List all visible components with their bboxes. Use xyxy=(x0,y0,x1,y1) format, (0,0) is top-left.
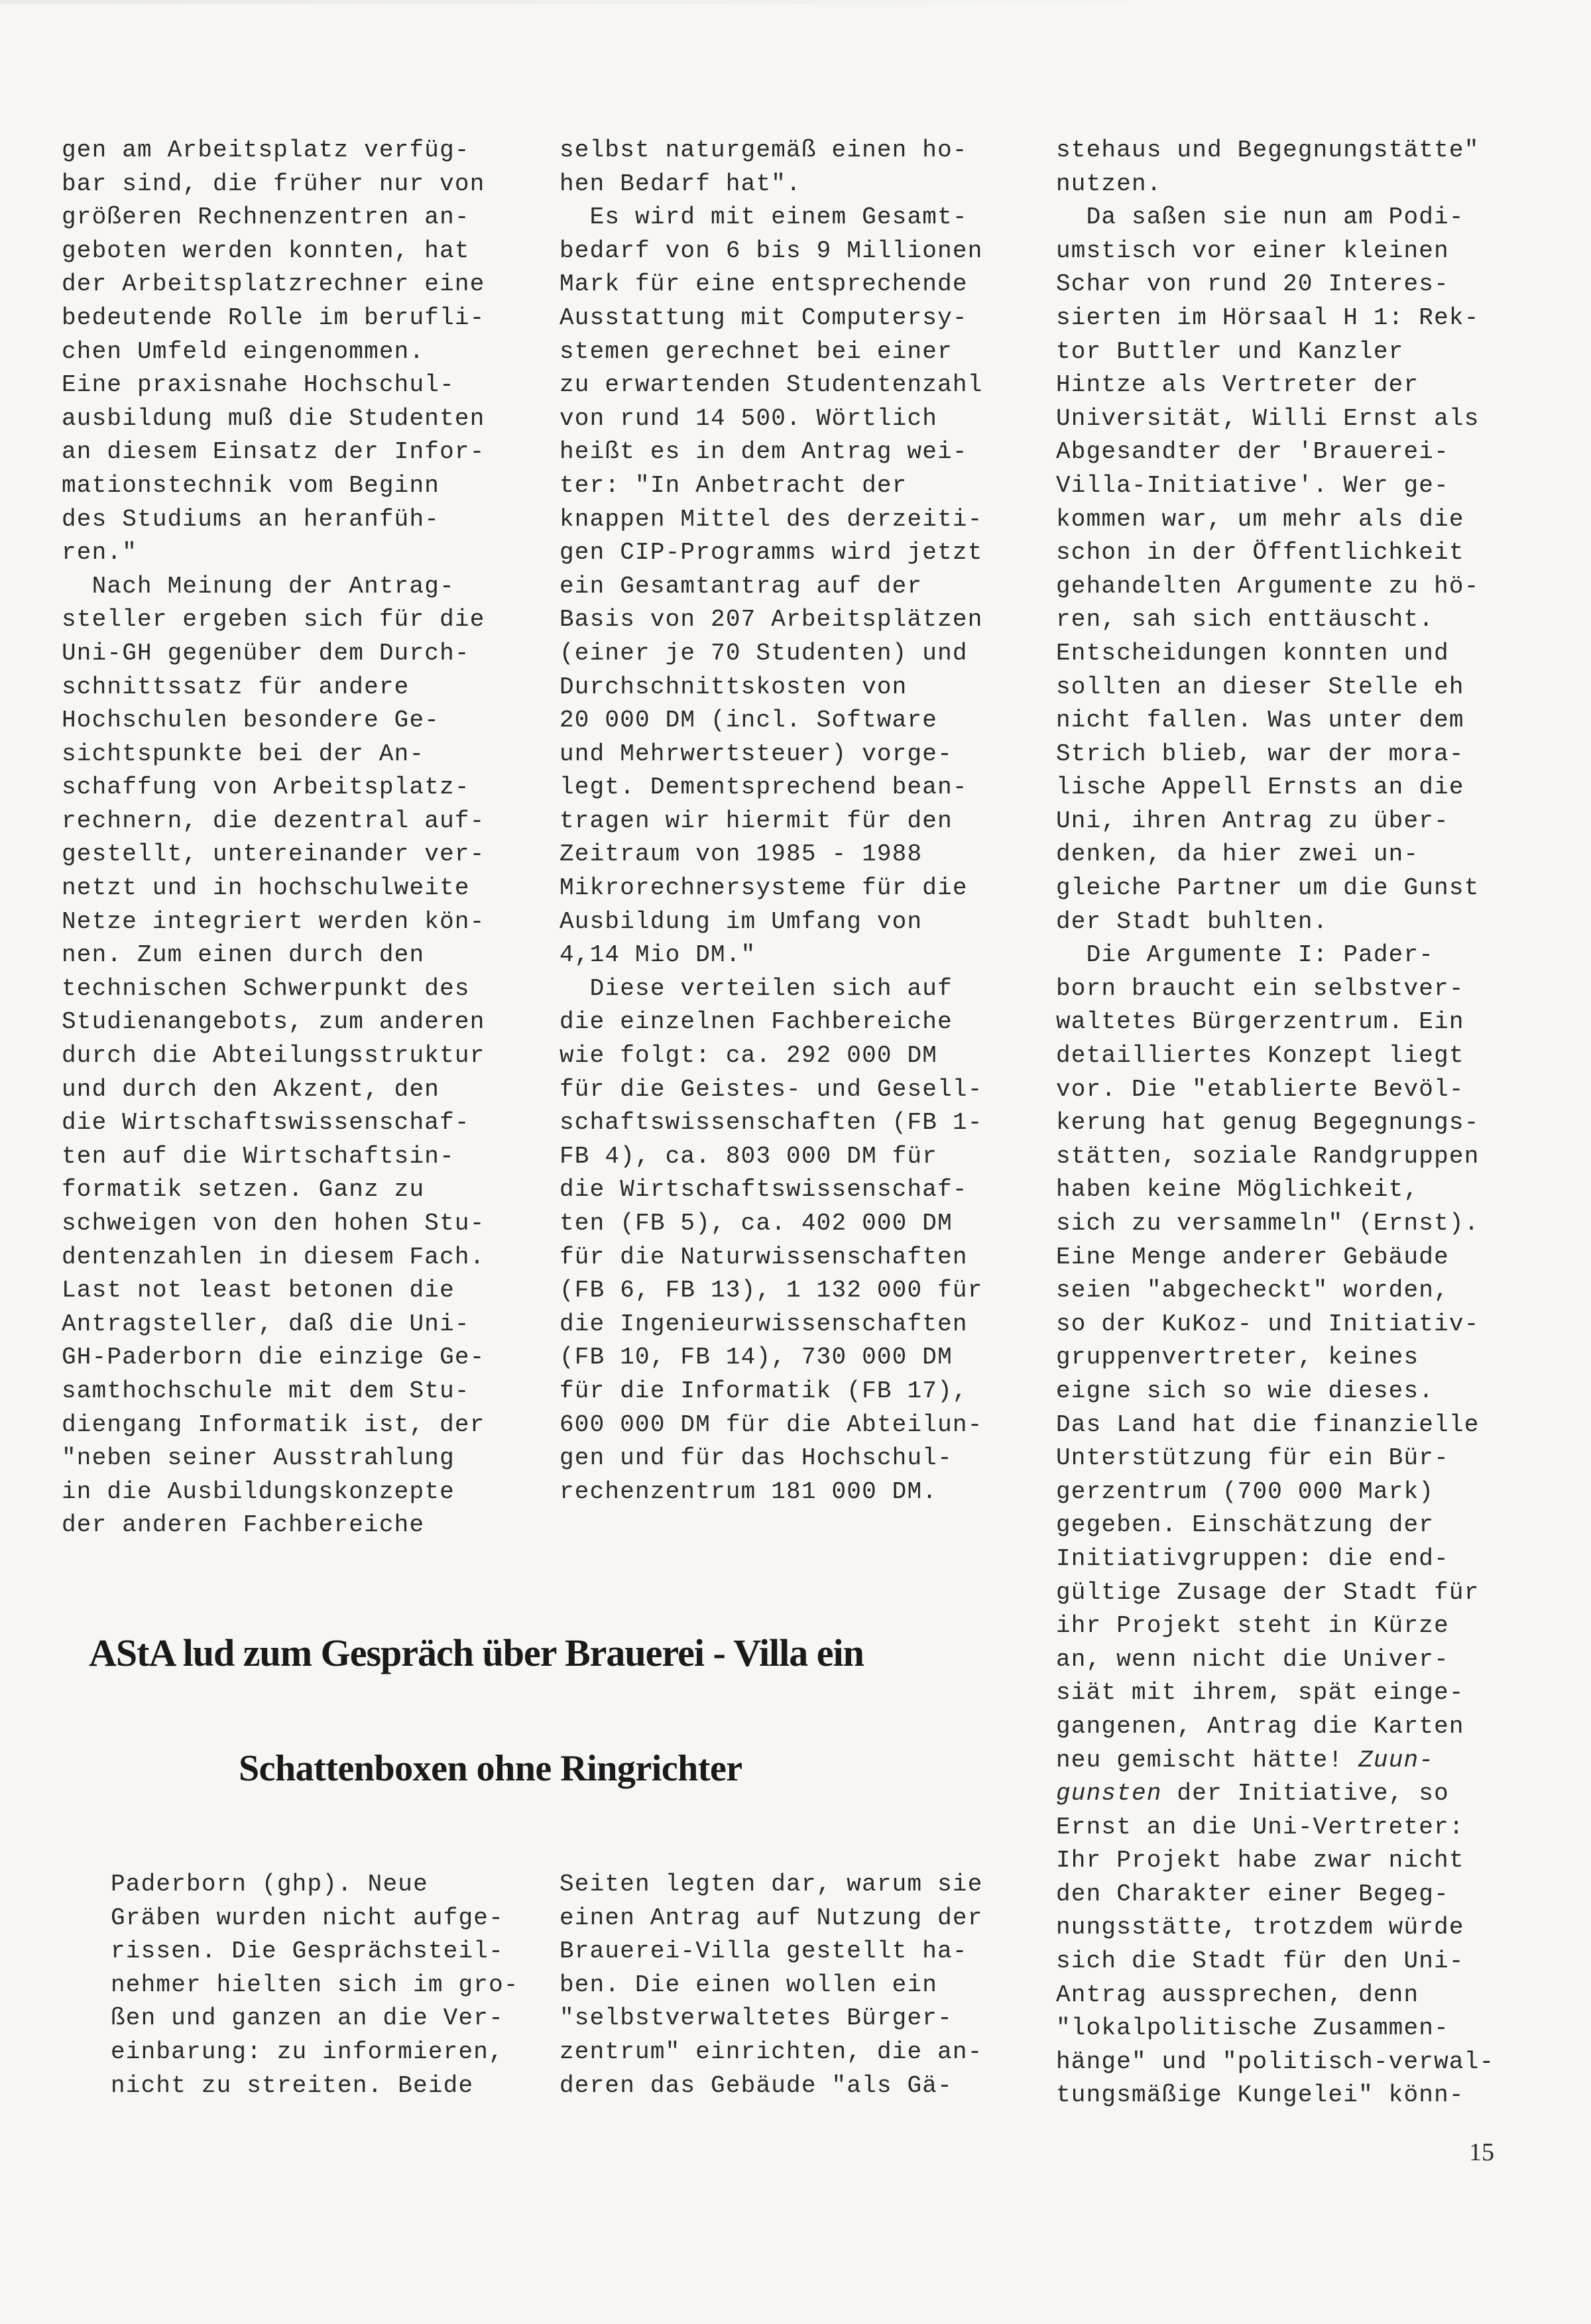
text-line: rechenzentrum 181 000 DM. xyxy=(560,1478,938,1505)
text-line: einen Antrag auf Nutzung der xyxy=(560,1904,983,1932)
text-line: Eine praxisnahe Hochschul- xyxy=(62,371,455,399)
text-line: Abgesandter der 'Brauerei- xyxy=(1056,438,1449,466)
text-line: gleiche Partner um die Gunst xyxy=(1056,874,1480,902)
text-line: Seiten legten dar, warum sie xyxy=(560,1871,983,1898)
text-line: einbarung: zu informieren, xyxy=(111,2038,504,2065)
text-line: Basis von 207 Arbeitsplätzen xyxy=(560,606,983,634)
article1-column-1 xyxy=(62,134,526,1542)
text-line: GH-Paderborn die einzige Ge- xyxy=(62,1344,485,1371)
text-line: gegeben. Einschätzung der xyxy=(1056,1511,1435,1539)
article2-column-1 xyxy=(111,1868,575,2103)
text-line: denken, da hier zwei un- xyxy=(1056,841,1419,868)
text-line: von rund 14 500. Wörtlich xyxy=(560,404,938,432)
text-line: zu erwartenden Studentenzahl xyxy=(560,371,983,399)
text-line: detailliertes Konzept liegt xyxy=(1056,1042,1464,1070)
text-line: sichtspunkte bei der An- xyxy=(62,740,425,768)
text-line: Nach Meinung der Antrag- xyxy=(62,572,455,600)
text-line: geboten werden konnten, hat xyxy=(62,237,470,264)
text-line: Diese verteilen sich auf xyxy=(560,974,953,1002)
text-line: Da saßen sie nun am Podi- xyxy=(1056,203,1464,231)
text-line: rechnern, die dezentral auf- xyxy=(62,807,485,835)
text-line: Antragsteller, daß die Uni- xyxy=(62,1310,470,1338)
text-line: legt. Dementsprechend bean- xyxy=(560,774,968,801)
text-line: ter: "In Anbetracht der xyxy=(560,471,908,499)
text-line: nicht fallen. Was unter dem xyxy=(1056,707,1464,734)
text-line: Ausbildung im Umfang von xyxy=(560,907,923,935)
text-line: (FB 10, FB 14), 730 000 DM xyxy=(560,1344,953,1371)
text-line: knappen Mittel des derzeiti- xyxy=(560,505,983,533)
text-line: kommen war, um mehr als die xyxy=(1056,505,1464,533)
text-line: und durch den Akzent, den xyxy=(62,1075,440,1103)
text-line: die einzelnen Fachbereiche xyxy=(560,1008,953,1036)
article-subheadline: Schattenboxen ohne Ringrichter xyxy=(239,1748,742,1789)
text-line: eigne sich so wie dieses. xyxy=(1056,1377,1435,1405)
text-line: nutzen. xyxy=(1056,170,1162,198)
text-line: gen CIP-Programms wird jetzt xyxy=(560,539,983,567)
text-line: gültige Zusage der Stadt für xyxy=(1056,1578,1480,1606)
text-line: rissen. Die Gesprächsteil- xyxy=(111,1938,504,1965)
text-line: ihr Projekt steht in Kürze xyxy=(1056,1612,1449,1640)
text-line: selbst naturgemäß einen ho- xyxy=(560,137,968,164)
text-line: gen am Arbeitsplatz verfüg- xyxy=(62,137,470,164)
text-line: ßen und ganzen an die Ver- xyxy=(111,2004,504,2032)
text-line: stehaus und Begegnungstätte" xyxy=(1056,137,1480,164)
text-line: die Ingenieurwissenschaften xyxy=(560,1310,968,1338)
text-line: dentenzahlen in diesem Fach. xyxy=(62,1243,485,1271)
text-line: Last not least betonen die xyxy=(62,1277,455,1305)
text-line: Das Land hat die finanzielle xyxy=(1056,1411,1480,1438)
text-line: in die Ausbildungskonzepte xyxy=(62,1478,455,1505)
text-line: Hintze als Vertreter der xyxy=(1056,371,1419,399)
text-line: diengang Informatik ist, der xyxy=(62,1411,485,1438)
text-line: Es wird mit einem Gesamt- xyxy=(560,203,968,231)
text-line: siät mit ihrem, spät einge- xyxy=(1056,1679,1464,1707)
text-line: ren." xyxy=(62,539,138,567)
text-line: Brauerei-Villa gestellt ha- xyxy=(560,1938,968,1965)
text-line: Mikrorechnersysteme für die xyxy=(560,874,968,902)
text-line: kerung hat genug Begegnungs- xyxy=(1056,1109,1480,1137)
text-line: Universität, Willi Ernst als xyxy=(1056,404,1480,432)
text-line: Hochschulen besondere Ge- xyxy=(62,707,440,734)
text-line: für die Informatik (FB 17), xyxy=(560,1377,968,1405)
text-line: der anderen Fachbereiche xyxy=(62,1511,425,1539)
text-line: seien "abgecheckt" worden, xyxy=(1056,1277,1449,1305)
text-line: der Stadt buhlten. xyxy=(1056,907,1328,935)
page-number: 15 xyxy=(1469,2138,1494,2166)
text-line: deren das Gebäude "als Gä- xyxy=(560,2071,953,2099)
text-line: schweigen von den hohen Stu- xyxy=(62,1210,485,1237)
article2-column-2 xyxy=(560,1868,1024,2103)
text-line: FB 4), ca. 803 000 DM für xyxy=(560,1142,938,1170)
text-line: sich die Stadt für den Uni- xyxy=(1056,1947,1464,1975)
page-edge-mark xyxy=(0,0,1127,4)
text-line: Uni-GH gegenüber dem Durch- xyxy=(62,639,470,667)
text-line: Antrag aussprechen, denn xyxy=(1056,1981,1419,2008)
text-line: für die Geistes- und Gesell- xyxy=(560,1075,983,1103)
text-line: Gräben wurden nicht aufge- xyxy=(111,1904,504,1932)
text-line: sollten an dieser Stelle eh xyxy=(1056,673,1464,701)
text-line xyxy=(1056,1777,1520,1811)
text-line: Strich blieb, war der mora- xyxy=(1056,740,1464,768)
text-line: Schar von rund 20 Interes- xyxy=(1056,270,1449,298)
text-line: schaffung von Arbeitsplatz- xyxy=(62,774,470,801)
text-line: nicht zu streiten. Beide xyxy=(111,2071,474,2099)
text-line: ein Gesamtantrag auf der xyxy=(560,572,923,600)
text-line: formatik setzen. Ganz zu xyxy=(62,1176,425,1204)
text-line: Studienangebots, zum anderen xyxy=(62,1008,485,1036)
text-line: chen Umfeld eingenommen. xyxy=(62,337,425,365)
text-line: 600 000 DM für die Abteilun- xyxy=(560,1411,983,1438)
text-line: nehmer hielten sich im gro- xyxy=(111,1971,519,1999)
text-line: samthochschule mit dem Stu- xyxy=(62,1377,470,1405)
text-line: bedeutende Rolle im berufli- xyxy=(62,304,485,331)
text-line: und Mehrwertsteuer) vorge- xyxy=(560,740,953,768)
text-line: ten auf die Wirtschaftsin- xyxy=(62,1142,455,1170)
text-line: vor. Die "etablierte Bevöl- xyxy=(1056,1075,1464,1103)
text-line: bedarf von 6 bis 9 Millionen xyxy=(560,237,983,264)
text-line: sierten im Hörsaal H 1: Rek- xyxy=(1056,304,1480,331)
text-line: 20 000 DM (incl. Software xyxy=(560,707,938,734)
text-line: stemen gerechnet bei einer xyxy=(560,337,953,365)
text-line: schaftswissenschaften (FB 1- xyxy=(560,1109,983,1137)
text-line: steller ergeben sich für die xyxy=(62,606,485,634)
text-line: gangenen, Antrag die Karten xyxy=(1056,1712,1464,1740)
text-line: sich zu versammeln" (Ernst). xyxy=(1056,1210,1480,1237)
italic-word: Zuun- xyxy=(1343,1746,1435,1774)
text-line: (FB 6, FB 13), 1 132 000 für xyxy=(560,1277,983,1305)
text-line: des Studiums an heranfüh- xyxy=(62,505,440,533)
text-line: der Arbeitsplatzrechner eine xyxy=(62,270,485,298)
text-line: heißt es in dem Antrag wei- xyxy=(560,438,968,466)
text-line: die Wirtschaftswissenschaf- xyxy=(62,1109,470,1137)
text-line: netzt und in hochschulweite xyxy=(62,874,470,902)
text-line: hänge" und "politisch-verwal- xyxy=(1056,2048,1495,2075)
text-line: Unterstützung für ein Bür- xyxy=(1056,1444,1449,1472)
text-line: tor Buttler und Kanzler xyxy=(1056,337,1404,365)
text-line: durch die Abteilungsstruktur xyxy=(62,1042,485,1070)
text-line: "selbstverwaltetes Bürger- xyxy=(560,2004,953,2032)
text-line: neu gemischt hätte! Zuun- xyxy=(1056,1746,1435,1774)
text-line: für die Naturwissenschaften xyxy=(560,1243,968,1271)
text-line: gestellt, untereinander ver- xyxy=(62,841,485,868)
text-line: gerzentrum (700 000 Mark) xyxy=(1056,1478,1435,1505)
text-line: Ernst an die Uni-Vertreter: xyxy=(1056,1813,1464,1841)
text-line: "neben seiner Ausstrahlung xyxy=(62,1444,455,1472)
text-line: hen Bedarf hat". xyxy=(560,170,801,198)
text-line: (einer je 70 Studenten) und xyxy=(560,639,968,667)
text-line: wie folgt: ca. 292 000 DM xyxy=(560,1042,938,1070)
text-line: tungsmäßige Kungelei" könn- xyxy=(1056,2081,1464,2109)
text-line: ausbildung muß die Studenten xyxy=(62,404,485,432)
text-line: ren, sah sich enttäuscht. xyxy=(1056,606,1435,634)
text-line: tragen wir hiermit für den xyxy=(560,807,953,835)
text-line: born braucht ein selbstver- xyxy=(1056,974,1464,1002)
text-line: nen. Zum einen durch den xyxy=(62,941,425,969)
text-line: ten (FB 5), ca. 402 000 DM xyxy=(560,1210,953,1237)
text-line: gruppenvertreter, keines xyxy=(1056,1344,1419,1371)
text-line: Villa-Initiative'. Wer ge- xyxy=(1056,471,1449,499)
text-line: Initiativgruppen: die end- xyxy=(1056,1544,1449,1572)
text-line: technischen Schwerpunkt des xyxy=(62,974,470,1002)
text-line: mationstechnik vom Beginn xyxy=(62,471,440,499)
text-line: Ausstattung mit Computersy- xyxy=(560,304,968,331)
text-line: den Charakter einer Begeg- xyxy=(1056,1880,1449,1908)
text-line: an diesem Einsatz der Infor- xyxy=(62,438,485,466)
text-line: zentrum" einrichten, die an- xyxy=(560,2038,983,2065)
article1-column-2 xyxy=(560,134,1024,1509)
text-line: Ihr Projekt habe zwar nicht xyxy=(1056,1847,1464,1875)
text-line: Entscheidungen konnten und xyxy=(1056,639,1449,667)
text-line: umstisch vor einer kleinen xyxy=(1056,237,1449,264)
text-line: größeren Rechnenzentren an- xyxy=(62,203,470,231)
text-line: "lokalpolitische Zusammen- xyxy=(1056,2014,1449,2042)
text-line: Paderborn (ghp). Neue xyxy=(111,1871,428,1898)
text-line: Eine Menge anderer Gebäude xyxy=(1056,1243,1449,1271)
text-line: waltetes Bürgerzentrum. Ein xyxy=(1056,1008,1464,1036)
text-line: nungsstätte, trotzdem würde xyxy=(1056,1914,1464,1942)
text-line: die Wirtschaftswissenschaf- xyxy=(560,1176,968,1204)
text-line: gehandelten Argumente zu hö- xyxy=(1056,572,1480,600)
article2-column-3 xyxy=(1056,134,1520,2113)
italic-word: gunsten xyxy=(1056,1780,1162,1808)
text-line: bar sind, die früher nur von xyxy=(62,170,485,198)
text-line: schnittssatz für andere xyxy=(62,673,410,701)
text-line: gen und für das Hochschul- xyxy=(560,1444,953,1472)
text-line: Mark für eine entsprechende xyxy=(560,270,968,298)
text-line: ben. Die einen wollen ein xyxy=(560,1971,938,1999)
text-line: haben keine Möglichkeit, xyxy=(1056,1176,1419,1204)
text-line: Die Argumente I: Pader- xyxy=(1056,941,1435,969)
text-line: so der KuKoz- und Initiativ- xyxy=(1056,1310,1480,1338)
text-line: Netze integriert werden kön- xyxy=(62,907,485,935)
text-line: 4,14 Mio DM." xyxy=(560,941,756,969)
text-line: schon in der Öffentlichkeit xyxy=(1056,539,1464,567)
article-headline: AStA lud zum Gespräch über Brauerei - Villa ein xyxy=(89,1631,864,1674)
text-line: Durchschnittskosten von xyxy=(560,673,908,701)
text-line: an, wenn nicht die Univer- xyxy=(1056,1645,1449,1673)
text-line: Uni, ihren Antrag zu über- xyxy=(1056,807,1449,835)
text-line: lische Appell Ernsts an die xyxy=(1056,774,1464,801)
text-line: stätten, soziale Randgruppen xyxy=(1056,1142,1480,1170)
text-segment: der Initiative, so xyxy=(1161,1780,1449,1808)
text-line: Zeitraum von 1985 - 1988 xyxy=(560,841,923,868)
